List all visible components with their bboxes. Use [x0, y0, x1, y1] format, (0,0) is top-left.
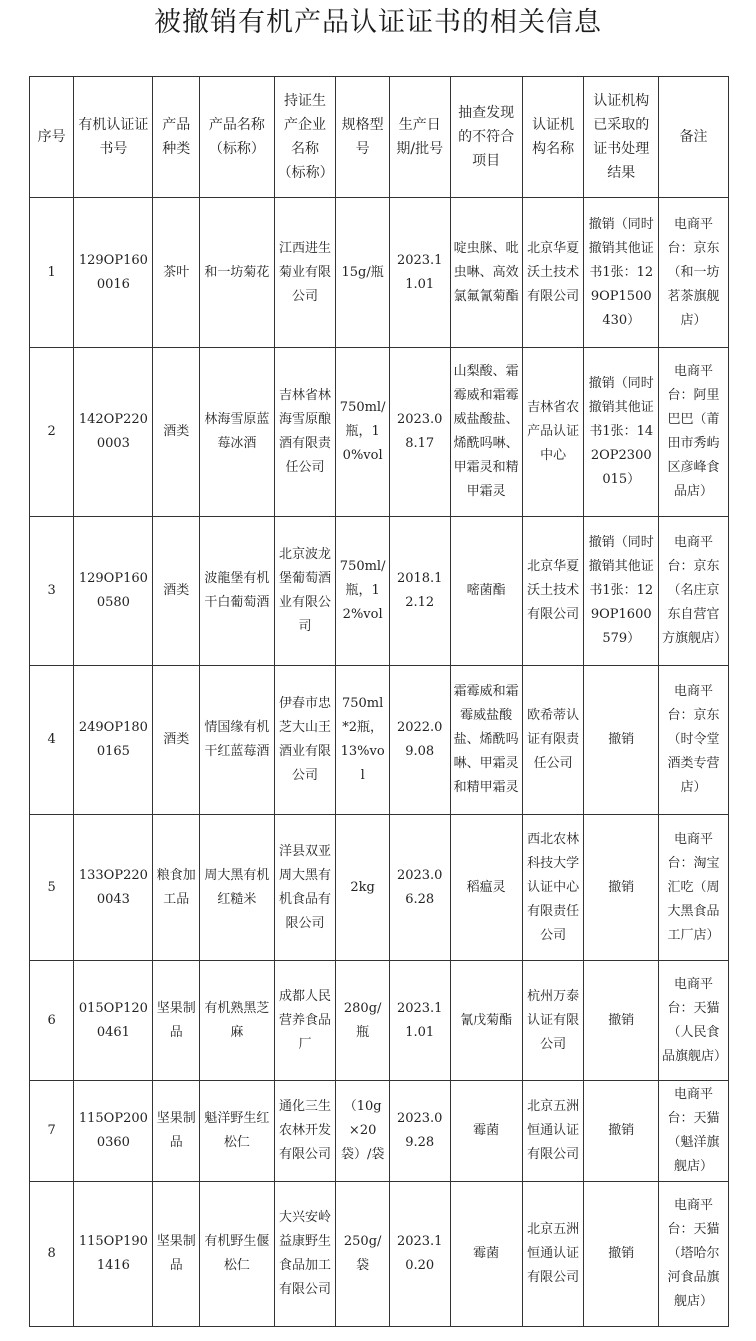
table-row [30, 348, 729, 517]
cell-production-date: 2023.11.01 [389, 198, 450, 348]
table-header-row [30, 77, 729, 198]
header-remarks: 备注 [659, 77, 729, 198]
cell-remarks: 电商平台：京东（时令堂酒类专营店） [659, 666, 729, 815]
cell-cert-body: 北京五洲恒通认证有限公司 [522, 1081, 584, 1182]
cell-cert-number: 249OP1800165 [74, 666, 153, 815]
cell-index: 4 [30, 666, 74, 815]
cell-index: 8 [30, 1182, 74, 1327]
cell-cert-number: 115OP2000360 [74, 1081, 153, 1182]
cell-manufacturer: 通化三生农林开发有限公司 [274, 1081, 336, 1182]
header-index: 序号 [30, 77, 74, 198]
cell-index: 2 [30, 348, 74, 517]
cell-cert-body: 北京华夏沃土技术有限公司 [522, 517, 584, 666]
cell-action-result: 撤销 [584, 1182, 659, 1327]
cell-manufacturer: 大兴安岭益康野生食品加工有限公司 [274, 1182, 336, 1327]
cell-product-category: 酒类 [153, 666, 200, 815]
cell-action-result: 撤销 [584, 1081, 659, 1182]
cell-product-category: 粮食加工品 [153, 815, 200, 961]
cell-nonconformity: 稻瘟灵 [450, 815, 522, 961]
cell-cert-number: 129OP1600580 [74, 517, 153, 666]
cell-index: 1 [30, 198, 74, 348]
cell-remarks: 电商平台：天猫（魁洋旗舰店） [659, 1081, 729, 1182]
cell-cert-body: 北京五洲恒通认证有限公司 [522, 1182, 584, 1327]
cell-product-category: 酒类 [153, 517, 200, 666]
table-row [30, 1182, 729, 1327]
header-product-category: 产品种类 [153, 77, 200, 198]
cell-action-result: 撤销（同时撤销其他证书1张：142OP2300015） [584, 348, 659, 517]
cell-manufacturer: 成都人民营养食品厂 [274, 961, 336, 1081]
cell-spec: 750ml*2瓶，13%vol [336, 666, 390, 815]
cell-remarks: 电商平台：京东（名庄京东自营官方旗舰店） [659, 517, 729, 666]
cell-remarks: 电商平台：天猫（塔哈尔河食品旗舰店） [659, 1182, 729, 1327]
cell-production-date: 2023.11.01 [389, 961, 450, 1081]
cell-manufacturer: 江西进生菊业有限公司 [274, 198, 336, 348]
cell-production-date: 2023.06.28 [389, 815, 450, 961]
cell-production-date: 2023.10.20 [389, 1182, 450, 1327]
cell-index: 6 [30, 961, 74, 1081]
header-cert-number: 有机认证证书号 [74, 77, 153, 198]
header-action-result: 认证机构已采取的证书处理结果 [584, 77, 659, 198]
cell-manufacturer: 伊春市忠芝大山王酒业有限公司 [274, 666, 336, 815]
cell-cert-body: 西北农林科技大学认证中心有限责任公司 [522, 815, 584, 961]
cell-product-category: 坚果制品 [153, 1182, 200, 1327]
cell-cert-number: 133OP2200043 [74, 815, 153, 961]
cell-nonconformity: 霜霉威和霜霉威盐酸盐、烯酰吗啉、甲霜灵和精甲霜灵 [450, 666, 522, 815]
cell-action-result: 撤销 [584, 666, 659, 815]
cell-spec: 750ml/瓶，10%vol [336, 348, 390, 517]
cell-spec: （10g×20袋）/袋 [336, 1081, 390, 1182]
cell-cert-number: 142OP2200003 [74, 348, 153, 517]
cell-spec: 15g/瓶 [336, 198, 390, 348]
cell-cert-number: 015OP1200461 [74, 961, 153, 1081]
header-nonconformity: 抽查发现的不符合项目 [450, 77, 522, 198]
cell-manufacturer: 洋县双亚周大黑有机食品有限公司 [274, 815, 336, 961]
table-row [30, 815, 729, 961]
cell-remarks: 电商平台：淘宝汇吃（周大黑食品工厂店） [659, 815, 729, 961]
table-row [30, 198, 729, 348]
cell-product-name: 有机熟黑芝麻 [200, 961, 275, 1081]
cell-product-category: 酒类 [153, 348, 200, 517]
header-production-date: 生产日期/批号 [389, 77, 450, 198]
page-title: 被撤销有机产品认证证书的相关信息 [154, 7, 602, 38]
cell-product-name: 波龍堡有机干白葡萄酒 [200, 517, 275, 666]
cell-cert-body: 杭州万泰认证有限公司 [522, 961, 584, 1081]
cell-nonconformity: 嘧菌酯 [450, 517, 522, 666]
cell-product-name: 和一坊菊花 [200, 198, 275, 348]
cell-nonconformity: 啶虫脒、吡虫啉、高效氯氟氰菊酯 [450, 198, 522, 348]
cell-cert-body: 吉林省农产品认证中心 [522, 348, 584, 517]
cell-spec: 250g/袋 [336, 1182, 390, 1327]
cell-production-date: 2022.09.08 [389, 666, 450, 815]
cell-manufacturer: 吉林省林海雪原酿酒有限责任公司 [274, 348, 336, 517]
cell-cert-number: 115OP1901416 [74, 1182, 153, 1327]
cell-cert-number: 129OP1600016 [74, 198, 153, 348]
cell-product-category: 坚果制品 [153, 1081, 200, 1182]
cell-product-name: 魁洋野生红松仁 [200, 1081, 275, 1182]
table-row [30, 666, 729, 815]
table-row [30, 961, 729, 1081]
cell-index: 7 [30, 1081, 74, 1182]
cell-cert-body: 北京华夏沃土技术有限公司 [522, 198, 584, 348]
certificate-table [29, 76, 729, 1327]
cell-nonconformity: 霉菌 [450, 1081, 522, 1182]
cell-remarks: 电商平台：京东（和一坊茗茶旗舰店） [659, 198, 729, 348]
cell-product-name: 林海雪原蓝莓冰酒 [200, 348, 275, 517]
cell-production-date: 2023.08.17 [389, 348, 450, 517]
cell-nonconformity: 山梨酸、霜霉威和霜霉威盐酸盐、烯酰吗啉、甲霜灵和精甲霜灵 [450, 348, 522, 517]
cell-product-name: 周大黑有机红糙米 [200, 815, 275, 961]
cell-remarks: 电商平台：天猫（人民食品旗舰店） [659, 961, 729, 1081]
cell-action-result: 撤销（同时撤销其他证书1张：129OP1500430） [584, 198, 659, 348]
cell-nonconformity: 氰戊菊酯 [450, 961, 522, 1081]
cell-product-category: 茶叶 [153, 198, 200, 348]
cell-action-result: 撤销 [584, 961, 659, 1081]
cell-spec: 750ml/瓶，12%vol [336, 517, 390, 666]
table-row [30, 1081, 729, 1182]
cell-index: 3 [30, 517, 74, 666]
cell-action-result: 撤销（同时撤销其他证书1张：129OP1600579） [584, 517, 659, 666]
cell-product-category: 坚果制品 [153, 961, 200, 1081]
header-product-name: 产品名称（标称） [200, 77, 275, 198]
cell-cert-body: 欧希蒂认证有限责任公司 [522, 666, 584, 815]
table-row [30, 517, 729, 666]
cell-production-date: 2023.09.28 [389, 1081, 450, 1182]
cell-index: 5 [30, 815, 74, 961]
cell-spec: 280g/瓶 [336, 961, 390, 1081]
cell-manufacturer: 北京波龙堡葡萄酒业有限公司 [274, 517, 336, 666]
cell-action-result: 撤销 [584, 815, 659, 961]
cell-remarks: 电商平台：阿里巴巴（莆田市秀屿区彦峰食品店） [659, 348, 729, 517]
header-cert-body: 认证机构名称 [522, 77, 584, 198]
cell-nonconformity: 霉菌 [450, 1182, 522, 1327]
header-spec: 规格型号 [336, 77, 390, 198]
cell-product-name: 有机野生偃松仁 [200, 1182, 275, 1327]
cell-product-name: 情国缘有机干红蓝莓酒 [200, 666, 275, 815]
cell-spec: 2kg [336, 815, 390, 961]
header-manufacturer: 持证生产企业名称（标称） [274, 77, 336, 198]
cell-production-date: 2018.12.12 [389, 517, 450, 666]
